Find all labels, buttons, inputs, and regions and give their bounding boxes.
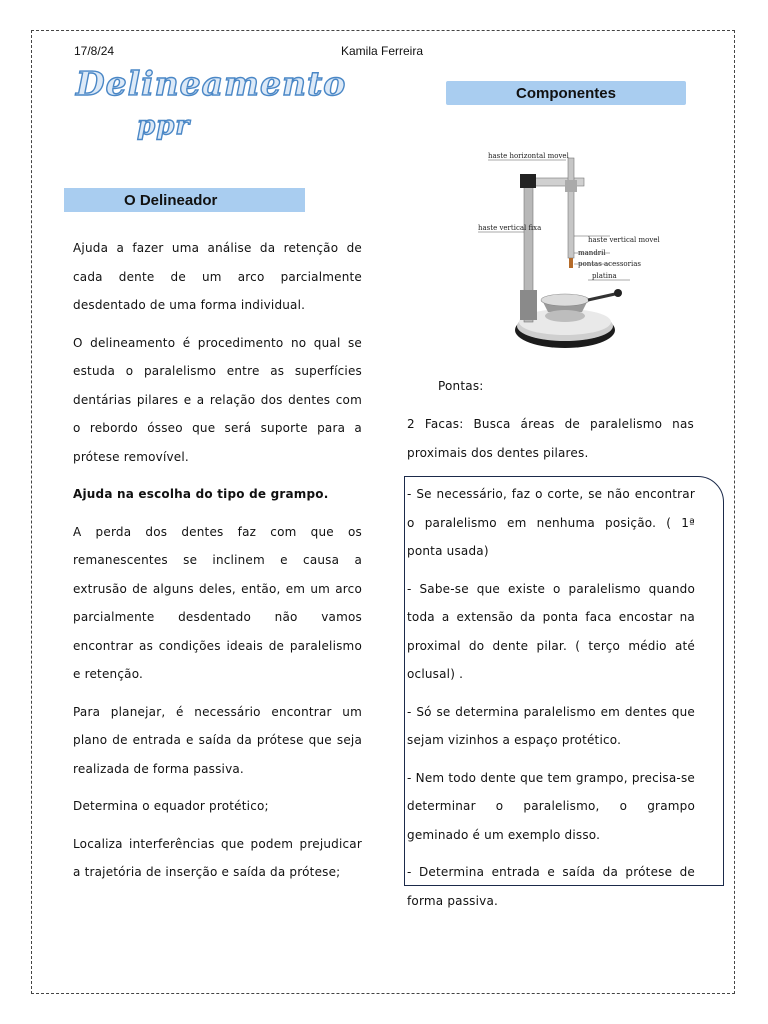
list-item: - Determina entrada e saída da prótese de forma passiva. — [407, 865, 695, 908]
paragraph: A perda dos dentes faz com que os remanescentes se inclinem e causa a extrusão de alguns deles, então, em um arco parcialmente desdentado não vamos encontrar as condições ideais de paralelismo e retenção. — [73, 524, 362, 681]
list-item: - Se necessário, faz o corte, se não encontrar o paralelismo em nenhuma posição. ( 1ª ponta usada) — [407, 487, 695, 558]
label-haste-vertical-fixa: haste vertical fixa — [478, 224, 542, 232]
notes-box — [404, 476, 724, 908]
paragraph: Ajuda a fazer uma análise da retenção de cada dente de um arco parcialmente desdentado de uma forma individual. — [73, 241, 362, 312]
page-subtitle: ppr — [137, 111, 191, 141]
facas-paragraph: 2 Facas: Busca áreas de paralelismo nas proximais dos dentes pilares. — [407, 417, 694, 460]
header-author: Kamila Ferreira — [341, 44, 424, 58]
paragraph: Para planejar, é necessário encontrar um plano de entrada e saída da prótese que seja realizada de forma passiva. — [73, 704, 362, 776]
header-date: 17/8/24 — [74, 44, 115, 58]
pontas-heading: Pontas: — [438, 379, 484, 393]
label-pontas-acessorias: pontas acessorias — [578, 260, 641, 268]
paragraph: Localiza interferências que podem prejudicar a trajetória de inserção e saída da prótese; — [73, 836, 362, 879]
label-haste-vertical-movel: haste vertical movel — [588, 236, 660, 244]
section-heading-delineador: O Delineador — [64, 188, 305, 212]
left-column-text — [73, 234, 362, 896]
label-mandril: mandril — [578, 249, 606, 257]
section-heading-componentes: Componentes — [446, 81, 686, 105]
label-haste-horizontal: haste horizontal movel — [488, 152, 569, 160]
label-platina: platina — [592, 272, 617, 280]
paragraph-highlight: Ajuda na escolha do tipo de grampo. — [73, 487, 329, 501]
list-item: - Sabe-se que existe o paralelismo quando toda a extensão da ponta faca encostar na proximal do dente pilar. ( terço médio até oclusal) . — [407, 581, 695, 681]
paragraph: O delineamento é procedimento no qual se estuda o paralelismo entre as superfícies dentárias pilares e a relação dos dentes com o rebordo ósseo que será suporte para a prótese removível. — [73, 335, 362, 464]
page-title: Delineamento — [76, 64, 347, 103]
list-item: - Nem todo dente que tem grampo, precisa-se determinar o paralelismo, o grampo geminado é um exemplo disso. — [407, 770, 695, 842]
delineator-illustration — [470, 140, 670, 360]
paragraph: Determina o equador protético; — [73, 799, 269, 813]
list-item: - Só se determina paralelismo em dentes que sejam vizinhos a espaço protético. — [407, 704, 695, 747]
